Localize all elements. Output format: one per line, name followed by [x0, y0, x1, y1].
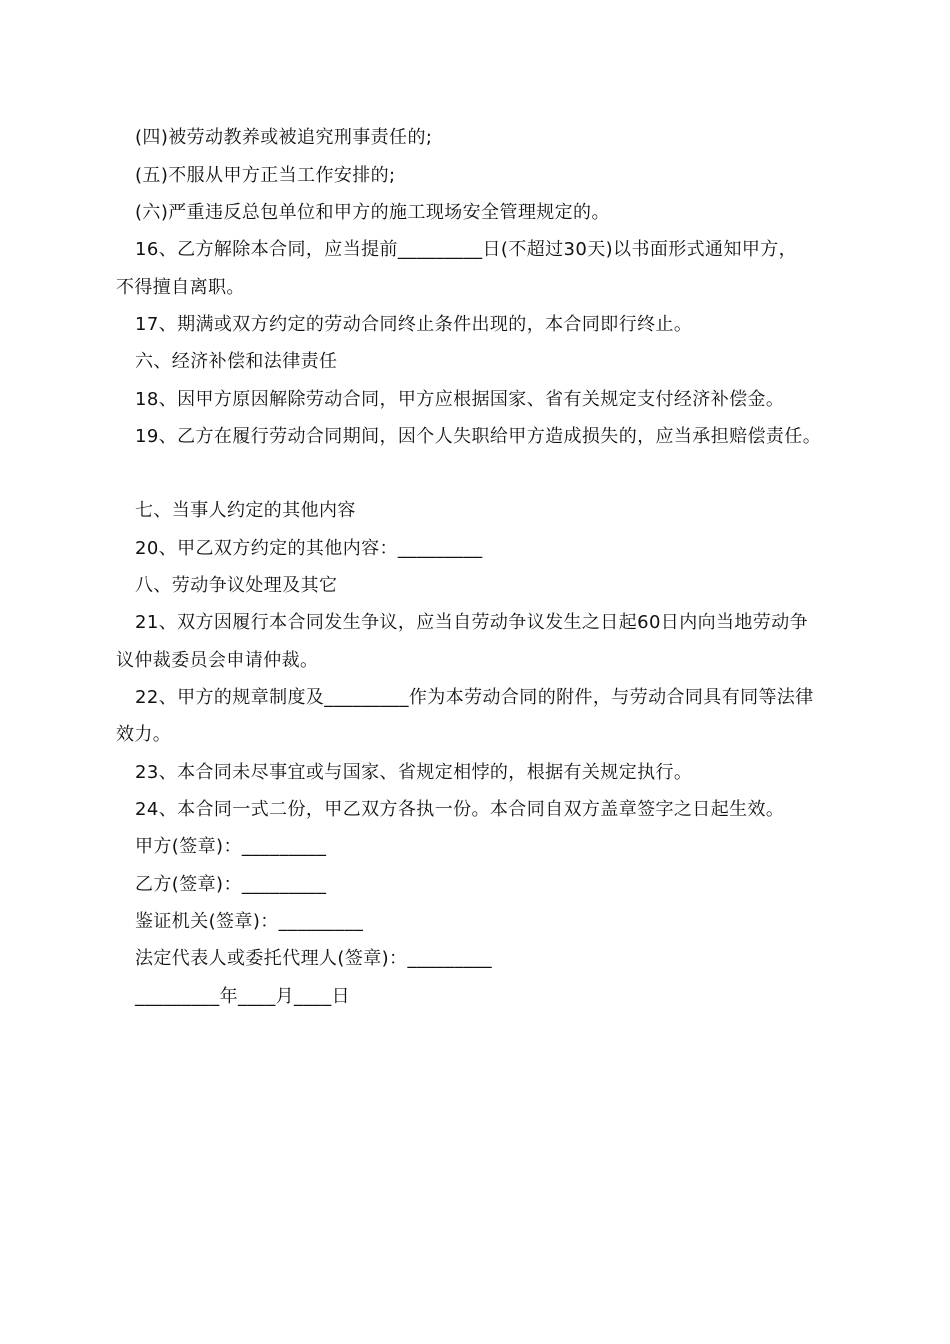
authentication-office-signature: 鉴证机关(签章)：_________	[135, 911, 364, 932]
clause-21-line-1: 21、双方因履行本合同发生争议，应当自劳动争议发生之日起60日内向当地劳动争	[135, 612, 809, 633]
clause-19: 19、乙方在履行劳动合同期间，因个人失职给甲方造成损失的，应当承担赔偿责任。	[135, 426, 822, 447]
clause-22-line-2: 效力。	[116, 724, 172, 745]
section-heading-6: 六、经济补偿和法律责任	[135, 351, 338, 372]
legal-representative-signature: 法定代表人或委托代理人(签章)：_________	[135, 948, 493, 969]
signing-date: _________年____月____日	[135, 986, 350, 1007]
section-heading-8: 八、劳动争议处理及其它	[135, 575, 338, 596]
clause-16-line-1: 16、乙方解除本合同，应当提前_________日(不超过30天)以书面形式通知甲方，	[135, 239, 798, 260]
clause-20: 20、甲乙双方约定的其他内容：_________	[135, 538, 483, 559]
clause-22-line-1: 22、甲方的规章制度及_________作为本劳动合同的附件，与劳动合同具有同等法律	[135, 687, 814, 708]
section-heading-7: 七、当事人约定的其他内容	[135, 500, 356, 521]
clause-item-4: (四)被劳动教养或被追究刑事责任的;	[135, 127, 433, 148]
party-b-signature: 乙方(签章)：_________	[135, 874, 327, 895]
clause-item-6: (六)严重违反总包单位和甲方的施工现场安全管理规定的。	[135, 202, 610, 223]
clause-24: 24、本合同一式二份，甲乙双方各执一份。本合同自双方盖章签字之日起生效。	[135, 799, 785, 820]
party-a-signature: 甲方(签章)：_________	[135, 836, 327, 857]
clause-16-line-2: 不得擅自离职。	[116, 277, 245, 298]
clause-item-5: (五)不服从甲方正当工作安排的;	[135, 165, 396, 186]
clause-18: 18、因甲方原因解除劳动合同，甲方应根据国家、省有关规定支付经济补偿金。	[135, 389, 785, 410]
clause-21-line-2: 议仲裁委员会申请仲裁。	[116, 650, 319, 671]
clause-23: 23、本合同未尽事宜或与国家、省规定相悖的，根据有关规定执行。	[135, 762, 693, 783]
clause-17: 17、期满或双方约定的劳动合同终止条件出现的，本合同即行终止。	[135, 314, 693, 335]
